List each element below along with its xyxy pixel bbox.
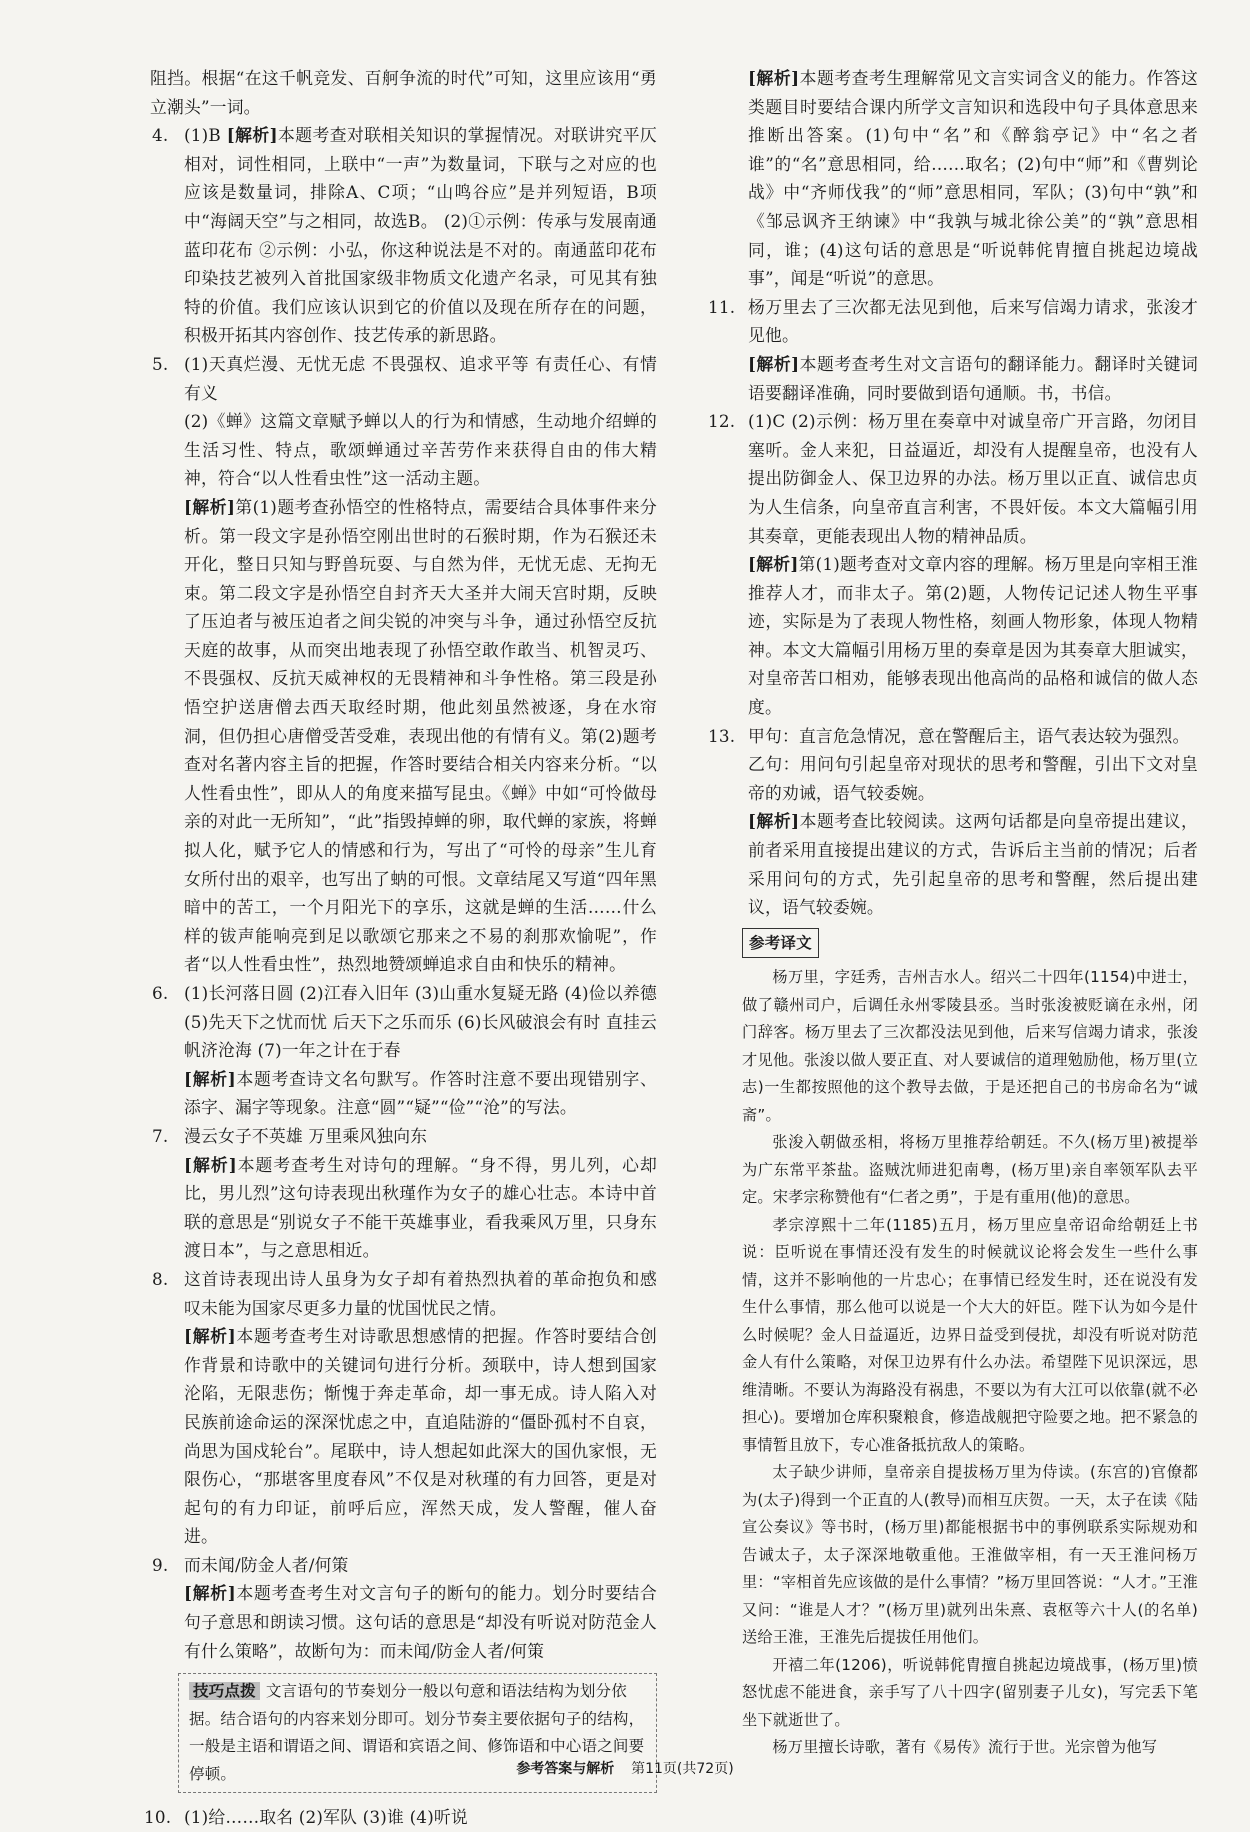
analysis-tag: [ 解析 ] — [227, 125, 278, 145]
answer-text: 杨万里去了三次都无法见到他，后来写信竭力请求，张浚才见他。 — [748, 296, 1198, 346]
translation-paragraph: 太子缺少讲师，皇帝亲自提拔杨万里为侍读。(东宫的)官僚都为(太子)得到一个正直的人(教导)而相互庆贺。一天，太子在读《陆宣公奏议》等书时，(杨万里)都能根据书中的事例联系实际规劝和告诫太子，太子深深地敬重他。王淮做宰相，有一天王淮问杨万里：“宰相首先应该做的是什么事情？”杨万里回答说：“人才。”王淮又问：“谁是人才？”(杨万里)就列出朱熹、袁枢等六十人(的名单)送给王淮，王淮先后提拔任用他们。 — [742, 1463, 1198, 1647]
answer-text: 这首诗表现出诗人虽身为女子却有着热烈执着的革命抱负和感叹未能为国家尽更多力量的忧国忧民之情。 — [184, 1268, 657, 1318]
continuation-text: 阻挡。根据“在这千帆竞发、百舸争流的时代”可知，这里应该用“勇立潮头”一词。 — [150, 68, 657, 117]
answer-q10 — [144, 1803, 657, 1832]
footer-label: 参考答案与解析 — [516, 1761, 615, 1777]
answer-text: 甲句：直言危急情况，意在警醒后主，语气表达较为强烈。 — [748, 725, 1190, 746]
translation-paragraph: 杨万里擅长诗歌，著有《易传》流行于世。光宗曾为他写 — [772, 1738, 1158, 1757]
analysis-tag: [ 解析 ] — [748, 811, 799, 831]
question-number: 7. — [152, 1125, 169, 1146]
analysis-tag: [ 解析 ] — [748, 68, 799, 88]
question-number: 5. — [152, 353, 169, 374]
answer-q9 — [150, 1551, 657, 1665]
question-number: 4. — [152, 125, 169, 146]
answer-text: (1)B — [184, 125, 227, 146]
tip-text: 文言语句的节奏划分一般以句意和语法结构为划分依据。结合语句的内容来划分即可。划分节奏主要依据句子的结构，一般是主语和谓语之间、谓语和宾语之间、修饰语和中心语之间要停顿。 — [189, 1682, 645, 1783]
analysis-text: 本题考查考生理解常见文言实词含义的能力。作答这类题目时要结合课内所学文言知识和选段中句子具体意思来推断出答案。(1)句中“名”和《醉翁亭记》中“名之者谁”的“名”意思相同，给……取名；(2)句中“师”和《曹刿论战》中“齐师伐我”的“师”意思相同，军队；(3)句中“孰”和《邹忌讽齐王纳谏》中“我孰与城北徐公美”的“孰”意思相同，谁；(4)这句话的意思是“听说韩侂胄擅自挑起边境战事”，闻是“听说”的意思。 — [748, 68, 1198, 289]
analysis-text: 本题考查考生对诗歌思想感情的把握。作答时要结合创作背景和诗歌中的关键词句进行分析。颈联中，诗人想到国家沦陷，无限悲伤；惭愧于奔走革命，却一事无成。诗人陷入对民族前途命运的深深忧虑之中，直追陆游的“僵卧孤村不自哀，尚思为国戍轮台”。尾联中，诗人想起如此深大的国仇家恨，无限伤心，“那堪客里度春风”不仅是对秋瑾的有力回答，更是对起句的有力印证，前呼后应，浑然天成，发人警醒，催人奋进。 — [184, 1326, 657, 1547]
answer-q11 — [708, 293, 1198, 407]
answer-text: (1)给……取名 (2)军队 (3)谁 (4)听说 — [184, 1807, 468, 1828]
answer-q4 — [150, 121, 657, 350]
q3-continuation — [150, 64, 657, 121]
answer-q5 — [150, 350, 657, 979]
answer-text: (1)天真烂漫、无忧无虑 不畏强权、追求平等 有责任心、有情有义 — [184, 353, 657, 403]
right-column — [708, 64, 1198, 1762]
question-number: 10. — [144, 1807, 172, 1828]
answer-text: 而未闻/防金人者/何策 — [184, 1554, 349, 1575]
question-number: 8. — [152, 1268, 169, 1289]
answer-q7 — [150, 1122, 657, 1265]
page-number: 第11页(共72页) — [631, 1761, 734, 1777]
translation-heading-text: 参考译文 — [749, 933, 812, 952]
tip-title: 技巧点拨 — [189, 1682, 260, 1700]
analysis-tag: [ 解析 ] — [184, 497, 235, 517]
answer-text: 乙句：用问句引起皇帝对现状的思考和警醒，引出下文对皇帝的劝诫，语气较委婉。 — [748, 754, 1198, 803]
translation-paragraph: 开禧二年(1206)，听说韩侂胄擅自挑起边境战事，(杨万里)愤怒忧虑不能进食，亲手写了八十四字(留别妻子儿女)，写完丢下笔坐下就逝世了。 — [742, 1655, 1198, 1729]
answer-q13 — [708, 722, 1198, 922]
analysis-tag: [ 解析 ] — [184, 1583, 236, 1603]
analysis-text: 本题考查比较阅读。这两句话都是向皇帝提出建议，前者采用直接提出建议的方式，告诉后主当前的情况；后者采用问句的方式，先引起皇帝的思考和警醒，然后提出建议，语气较委婉。 — [748, 811, 1198, 918]
analysis-tag: [ 解析 ] — [748, 554, 798, 574]
analysis-tag: [ 解析 ] — [748, 354, 799, 374]
analysis-text: 第(1)题考查对文章内容的理解。杨万里是向宰相王淮推荐人才，而非太子。第(2)题，人物传记记述人物生平事迹，实际是为了表现人物性格，刻画人物形象，体现人物精神。本文大篇幅引用杨万里的奏章是因为其奏章大胆诚实，对皇帝苦口相劝，能够表现出他高尚的品格和诚信的做人态度。 — [748, 554, 1198, 718]
analysis-text: 本题考查考生对文言语句的翻译能力。翻译时关键词语要翻译准确，同时要做到语句通顺。书，书信。 — [748, 353, 1198, 403]
answer-text: (2)《蝉》这篇文章赋予蝉以人的行为和情感，生动地介绍蝉的生活习性、特点，歌颂蝉通过辛苦劳作来获得自由的伟大精神，符合“以人性看虫性”这一活动主题。 — [184, 411, 657, 489]
answer-q8 — [150, 1265, 657, 1551]
answer-text: 漫云女子不英雄 万里乘风独向东 — [184, 1125, 428, 1146]
analysis-tag: [ 解析 ] — [184, 1155, 237, 1175]
translation-paragraph: 张浚入朝做丞相，将杨万里推荐给朝廷。不久(杨万里)被提举为广东常平茶盐。盗贼沈师进犯南粤，(杨万里)亲自率领军队去平定。宋孝宗称赞他有“仁者之勇”，于是有重用(他)的意思。 — [742, 1133, 1198, 1207]
answer-q10-analysis — [714, 64, 1198, 293]
analysis-tag: [ 解析 ] — [184, 1069, 236, 1089]
analysis-text: 本题考查考生对文言句子的断句的能力。划分时要结合句子意思和朗读习惯。这句话的意思是“却没有听说对防范金人有什么策略”，故断句为：而未闻/防金人者/何策 — [184, 1583, 657, 1661]
answer-q12 — [708, 407, 1198, 722]
answer-text: (1)长河落日圆 (2)江春入旧年 (3)山重水复疑无路 (4)俭以养德 (5)先天下之忧而忧 后天下之乐而乐 (6)长风破浪会有时 直挂云帆济沧海 (7)一年之计在于春 — [184, 983, 657, 1061]
question-number: 12. — [708, 411, 736, 432]
answer-text: (1)C (2)示例：杨万里在奏章中对诚皇帝广开言路，勿闭目塞听。金人来犯，日益逼近，却没有人提醒皇帝，也没有人提出防御金人、保卫边界的办法。杨万里以正直、诚信忠贞为人生信条，向皇帝直言利害，不畏奸佞。本文大篇幅引用其奏章，更能表现出人物的精神品质。 — [748, 411, 1198, 546]
translation-paragraph: 孝宗淳熙十二年(1185)五月，杨万里应皇帝诏命给朝廷上书说：臣听说在事情还没有发生的时候就议论将会发生一些什么事情，这并不影响他的一片忠心；在事情已经发生时，还在说没有发生什么事情，那么他可以说是一个大大的奸臣。陛下认为如今是什么时候呢？金人日益逼近，边界日益受到侵扰，却没有听说对防范金人有什么策略，对保卫边界有什么办法。希望陛下见识深远，思维清晰。不要认为海路没有祸患，不要以为有大江可以依靠(就不必担心)。要增加仓库积聚粮食，修造战舰把守险要之地。把不紧急的事情暂且放下，专心准备抵抗敌人的策略。 — [742, 1215, 1198, 1454]
analysis-text: 本题考查诗文名句默写。作答时注意不要出现错别字、添字、漏字等现象。注意“圆”“疑”“俭”“沧”的写法。 — [184, 1068, 657, 1118]
translation-paragraph: 杨万里，字廷秀，吉州吉水人。绍兴二十四年(1154)中进士，做了赣州司户，后调任永州零陵县丞。当时张浚被贬谪在永州，闭门辞客。杨万里去了三次都没法见到他，后来写信竭力请求，张浚才见他。张浚以做人要正直、对人要诚信的道理勉励他，杨万里(立志)一生都按照他的这个教导去做，于是还把自己的书房命名为“诚斋”。 — [742, 968, 1198, 1124]
analysis-tag: [ 解析 ] — [184, 1326, 236, 1346]
question-number: 13. — [708, 725, 736, 746]
question-number: 6. — [152, 983, 169, 1003]
question-number: 9. — [152, 1554, 169, 1575]
analysis-text: 本题考查对联相关知识的掌握情况。对联讲究平仄相对，词性相同，上联中“一声”为数量词，下联与之对应的也应该是数量词，排除A、C项；“山鸣谷应”是并列短语，B项中“海阔天空”与之相同，故选B。 (2)①示例：传承与发展南通蓝印花布 ②示例：小弘，你这种说法是不对的。南通蓝印花布印染技艺被列入首批国家级非物质文化遗产名录，可见其有独特的价值。我们应该认识到它的价值以及现在所存在的问题，积极开拓其内容创作、技艺传承的新思路。 — [184, 125, 658, 346]
page-footer — [0, 1758, 1250, 1778]
translation-heading — [742, 928, 819, 959]
question-number: 11. — [708, 296, 736, 317]
analysis-text: 第(1)题考查孙悟空的性格特点，需要结合具体事件来分析。第一段文字是孙悟空刚出世时的石猴时期，作为石猴还未开化，整日只知与野兽玩耍、与自然为伴，无忧无虑、无拘无束。第二段文字是孙悟空自封齐天大圣并大闹天宫时期，反映了压迫者与被压迫者之间尖锐的冲突与斗争，通过孙悟空反抗天庭的故事，从而突出地表现了孙悟空敢作敢当、机智灵巧、不畏强权、反抗天威神权的无畏精神和斗争性格。第三段是孙悟空护送唐僧去西天取经时期，他此刻虽然被逐，身在水帘洞，但仍担心唐僧受苦受难，表现出他的有情有义。第(2)题考查对名著内容主旨的把握，作答时要结合相关内容来分析。“以人性看虫性”，即从人的角度来描写昆虫。《蝉》中如“可怜做母亲的对此一无所知”，“此”指毁掉蝉的卵，取代蝉的家族，将蝉拟人化，赋予它人的情感和行为，写出了“可怜的母亲”生儿育女所付出的艰辛，也写出了蚋的可恨。文章结尾又写道“四年黑暗中的苦工，一个月阳光下的享乐，这就是蝉的生活……什么样的钹声能响亮到足以歌颂它那来之不易的刹那欢愉呢”，作者“以人性看虫性”，热烈地赞颂蝉追求自由和快乐的精神。 — [184, 496, 657, 975]
answer-q6 — [150, 979, 657, 1122]
left-column — [144, 64, 658, 1832]
analysis-text: 本题考查考生对诗句的理解。“身不得，男儿列，心却比，男儿烈”这句诗表现出秋瑾作为女子的雄心壮志。本诗中首联的意思是“别说女子不能干英雄事业，看我乘风万里，只身东渡日本”，与之意思相近。 — [184, 1154, 657, 1261]
